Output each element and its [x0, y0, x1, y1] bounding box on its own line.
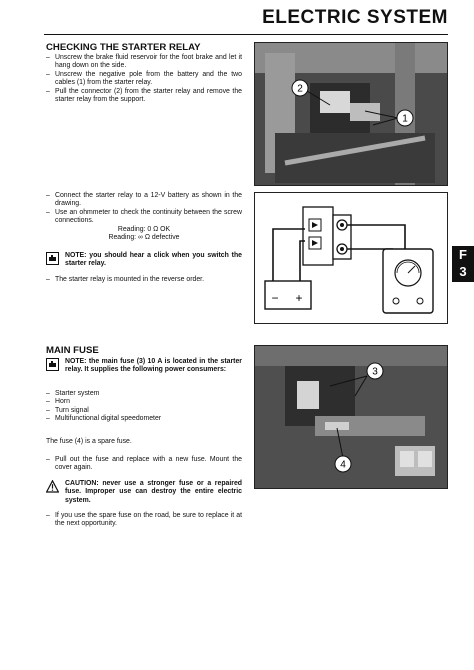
- list-item: – Pull out the fuse and replace with a new fuse. Mount the cover again.: [46, 456, 242, 472]
- wiring-diagram: [254, 192, 448, 324]
- list-item: – Multifunctional digital speedometer: [46, 415, 162, 423]
- battery-minus: −: [271, 291, 279, 305]
- fuse-note: NOTE: the main fuse (3) 10 A is located in the starter relay. It supplies the following power consumers:: [46, 358, 242, 375]
- fuse-heading: MAIN FUSE: [46, 345, 99, 356]
- battery-plus: +: [295, 291, 303, 305]
- list-item: – The starter relay is mounted in the reverse order.: [46, 276, 204, 283]
- callout-2: 2: [297, 83, 303, 95]
- relay-heading: CHECKING THE STARTER RELAY: [46, 42, 201, 53]
- list-item: – Starter system: [46, 390, 100, 397]
- list-item: – Unscrew the brake fluid reservoir for the foot brake and let it hang down on the side.: [46, 54, 242, 70]
- spare-fuse-text: The fuse (4) is a spare fuse.: [46, 438, 132, 445]
- relay-photo-illustration: [255, 43, 447, 185]
- note-hand-icon: [46, 358, 59, 371]
- reading-ok: Reading: 0 Ω OK: [117, 225, 171, 233]
- list-item: – Unscrew the negative pole from the battery and the two cables (1) from the starter relay.: [46, 70, 242, 87]
- section-tab-number: 3: [459, 264, 467, 279]
- fuse-caution: CAUTION: never use a stronger fuse or a repaired fuse. Improper use can destroy the entire electric system.: [46, 480, 242, 505]
- relay-photo: [254, 42, 448, 186]
- relay-steps-2: [46, 192, 242, 242]
- relay-final-step: [46, 276, 242, 284]
- fuse-photo: [254, 345, 448, 489]
- reading-defective: Reading: ∞ Ω defective: [108, 234, 180, 242]
- callout-4: 4: [340, 459, 346, 471]
- fuse-photo-illustration: [255, 346, 447, 488]
- section-tab-letter: F: [459, 247, 467, 262]
- note-hand-icon: [46, 252, 59, 265]
- section-tab: [452, 246, 474, 282]
- relay-steps: [46, 54, 242, 104]
- list-item: – Turn signal: [46, 406, 89, 414]
- list-item: – Use an ohmmeter to check the continuity between the screw connections.: [46, 208, 242, 225]
- list-item: – Connect the starter relay to a 12-V battery as shown in the drawing.: [46, 192, 242, 208]
- title-rule: [44, 34, 448, 35]
- list-item: – If you use the spare fuse on the road, be sure to replace it at the next opportunity.: [46, 512, 242, 528]
- caution-triangle-icon: [46, 480, 59, 493]
- fuse-last-step: [46, 512, 242, 529]
- callout-3: 3: [372, 366, 378, 378]
- wiring-diagram-svg: [255, 193, 447, 323]
- callout-1: 1: [402, 113, 408, 125]
- fuse-consumers: [46, 390, 242, 424]
- list-item: – Horn: [46, 398, 70, 406]
- fuse-step: [46, 456, 242, 473]
- page-title: ELECTRIC SYSTEM: [262, 7, 448, 28]
- list-item: – Pull the connector (2) from the starter relay and remove the starter relay from the support.: [46, 87, 242, 104]
- relay-note: NOTE: you should hear a click when you switch the starter relay.: [46, 252, 242, 269]
